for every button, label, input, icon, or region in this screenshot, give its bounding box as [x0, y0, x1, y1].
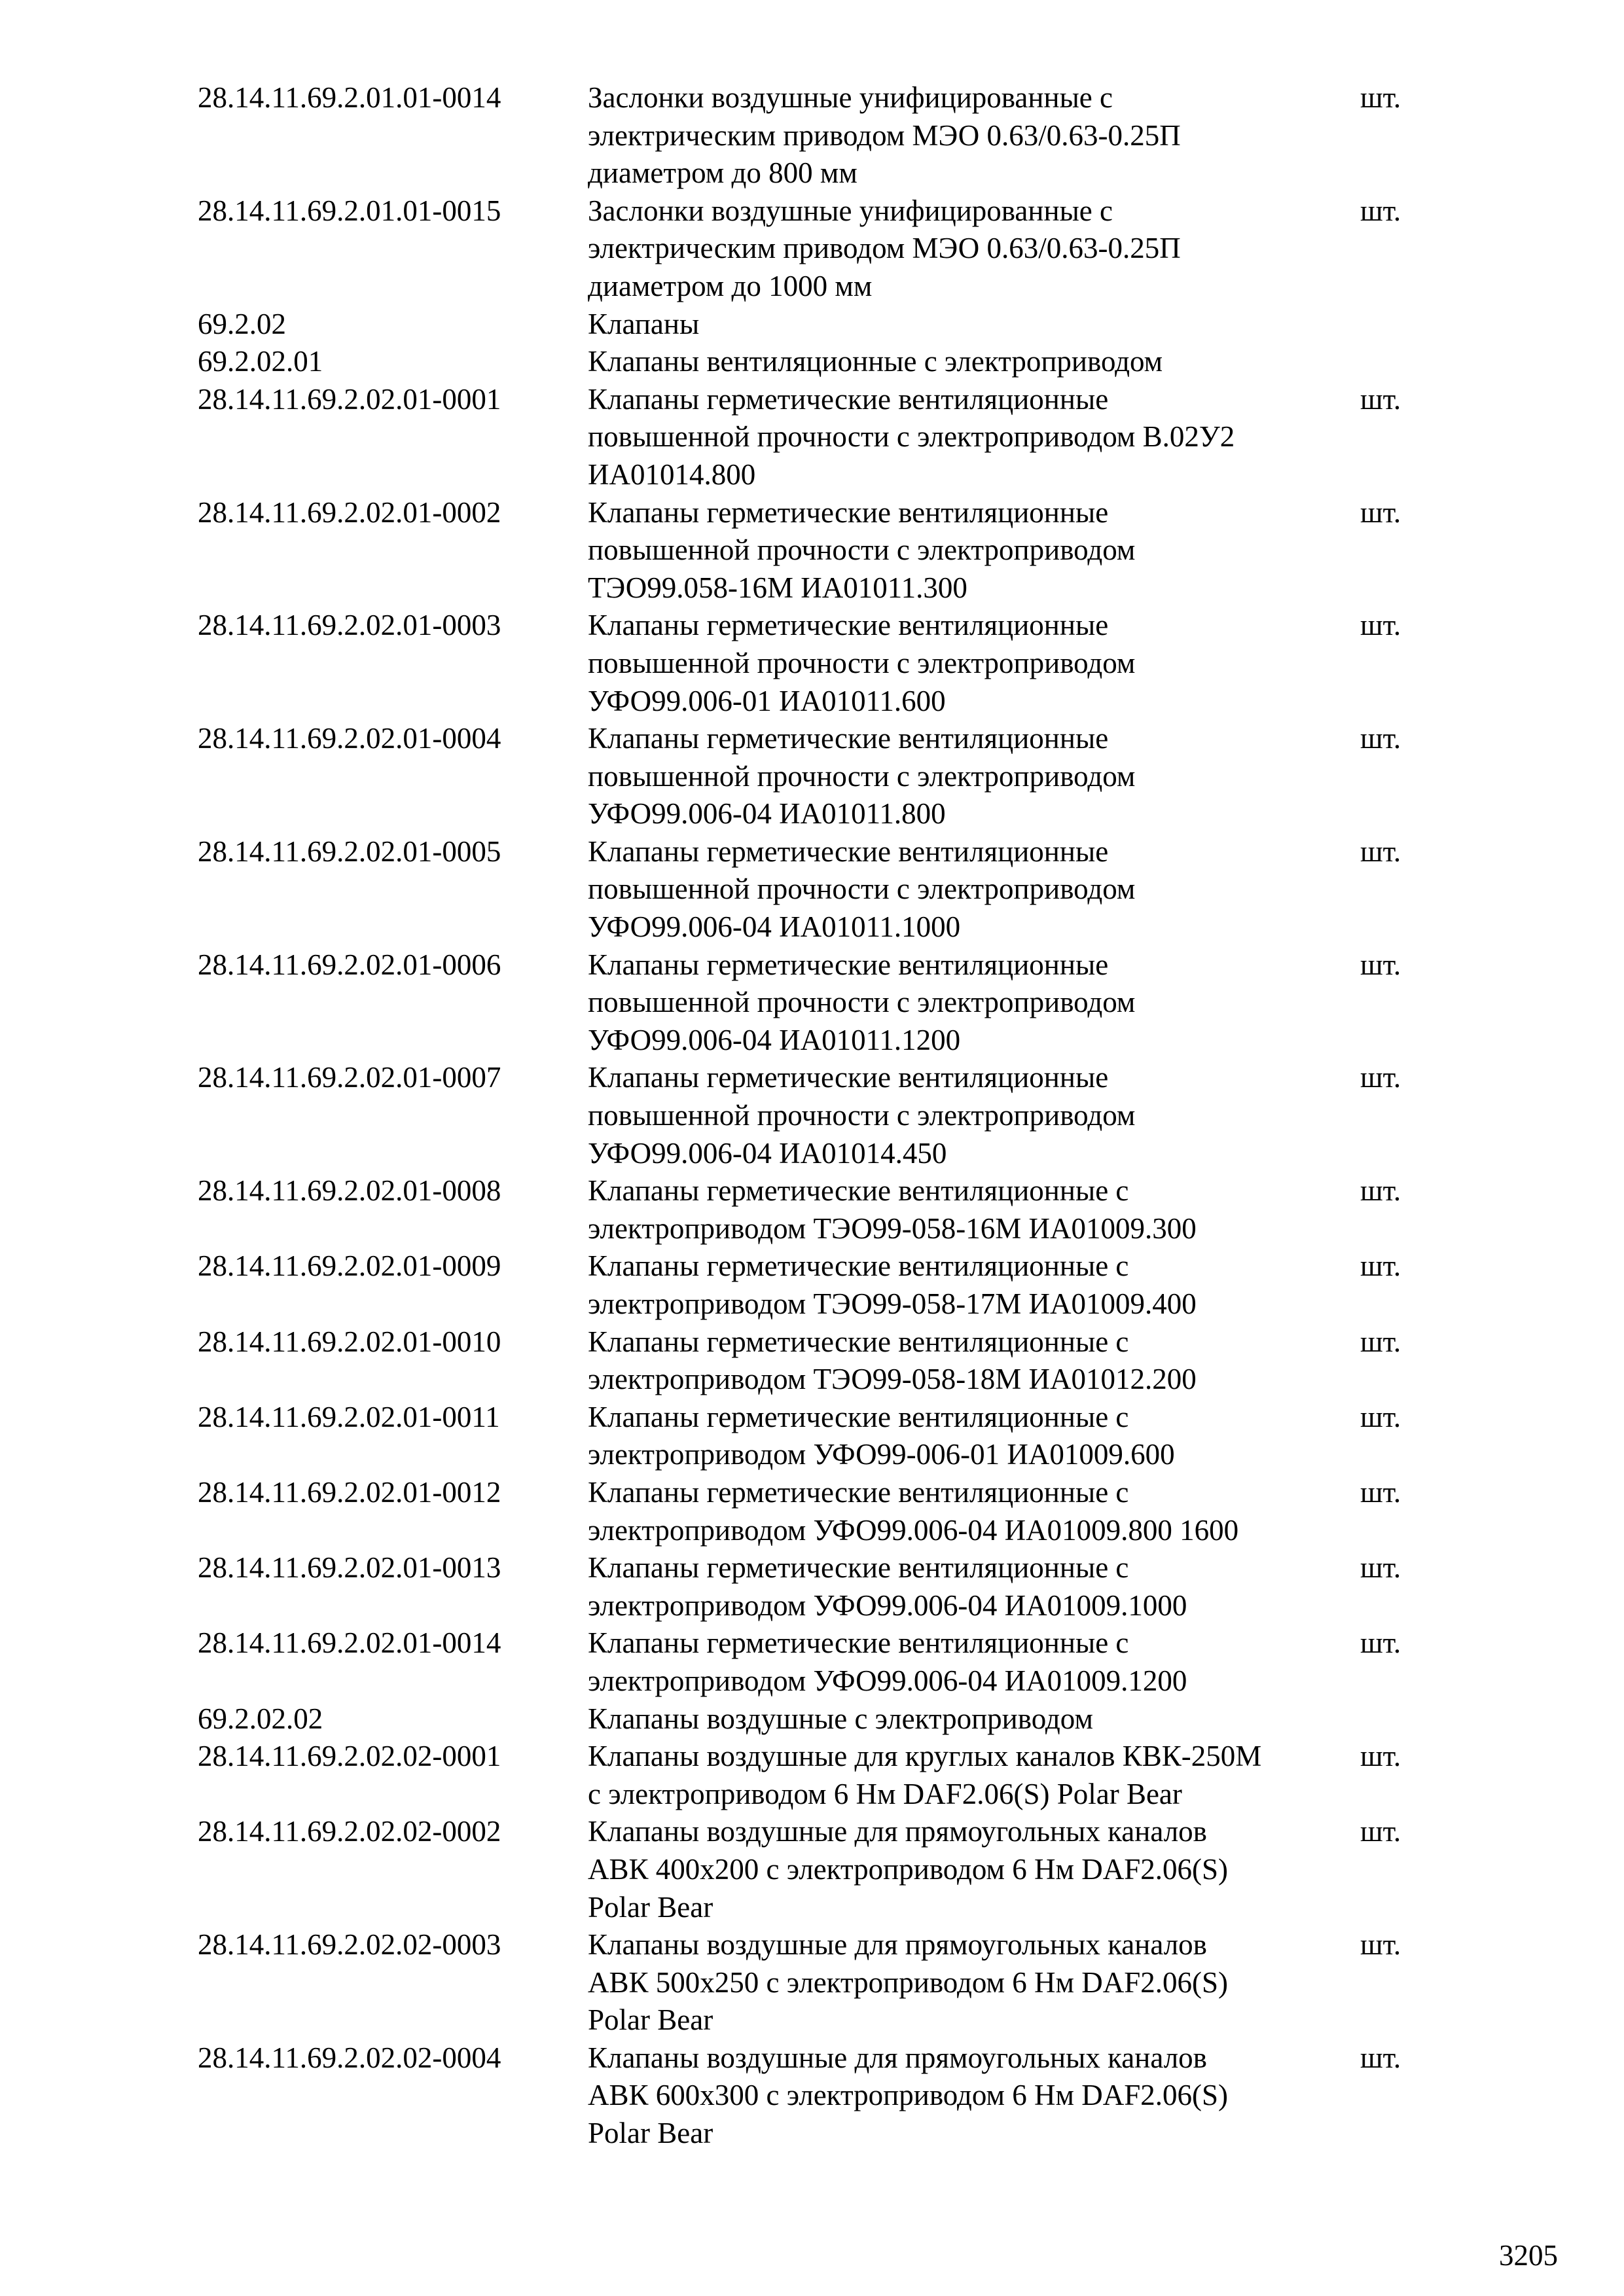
item-code: 28.14.11.69.2.02.01-0004: [198, 722, 501, 755]
item-code: 28.14.11.69.2.02.01-0007: [198, 1061, 501, 1094]
item-code: 28.14.11.69.2.01.01-0014: [198, 81, 501, 114]
table-row: [198, 720, 1441, 833]
item-unit: шт.: [1360, 1400, 1401, 1433]
description-line: электрическим приводом МЭО 0.63/0.63-0.25П: [588, 232, 1181, 265]
item-code: 28.14.11.69.2.02.01-0011: [198, 1400, 500, 1433]
item-unit: шт.: [1360, 948, 1401, 981]
description-line: электроприводом УФО99-006-01 ИА01009.600: [588, 1438, 1175, 1471]
description-line: Клапаны герметические вентиляционные с: [588, 1551, 1129, 1585]
description-line: Polar Bear: [588, 1890, 713, 1924]
description-line: Клапаны герметические вентиляционные: [588, 609, 1109, 642]
item-description: [588, 494, 1360, 607]
item-code: 28.14.11.69.2.02.02-0001: [198, 1740, 501, 1773]
description-line: электроприводом УФО99.006-04 ИА01009.1000: [588, 1588, 1187, 1622]
item-description: [588, 1323, 1360, 1399]
table-row: [198, 79, 1441, 192]
table-row: [198, 1172, 1441, 1247]
description-line: Клапаны воздушные для прямоугольных каналов: [588, 1928, 1207, 1962]
item-description: [588, 306, 1360, 344]
item-unit: шт.: [1360, 1061, 1401, 1094]
description-line: ИА01014.800: [588, 457, 756, 491]
item-code: 28.14.11.69.2.02.01-0010: [198, 1325, 501, 1358]
description-line: Клапаны воздушные для прямоугольных каналов: [588, 2041, 1207, 2074]
description-line: Клапаны герметические вентиляционные с: [588, 1626, 1129, 1660]
description-line: повышенной прочности с электроприводом: [588, 646, 1136, 679]
table-row: [198, 1399, 1441, 1474]
description-line: УФО99.006-01 ИА01011.600: [588, 684, 946, 717]
item-description: [588, 1172, 1360, 1247]
description-line: повышенной прочности с электроприводом: [588, 759, 1136, 793]
item-code: 28.14.11.69.2.02.01-0013: [198, 1551, 501, 1585]
description-line: Заслонки воздушные унифицированные с: [588, 194, 1113, 227]
item-unit: шт.: [1360, 194, 1401, 227]
item-description: [588, 1738, 1360, 1813]
table-row: [198, 1323, 1441, 1399]
description-line: повышенной прочности с электроприводом: [588, 986, 1136, 1019]
item-description: [588, 720, 1360, 833]
item-code: 28.14.11.69.2.02.01-0006: [198, 948, 501, 981]
table-row: [198, 1700, 1441, 1738]
catalog-table: [198, 79, 1441, 2153]
description-line: электроприводом ТЭО99-058-17М ИА01009.400: [588, 1287, 1197, 1320]
item-unit: шт.: [1360, 81, 1401, 114]
table-row: [198, 1247, 1441, 1323]
description-line: Клапаны: [588, 307, 700, 340]
item-description: [588, 192, 1360, 306]
item-code: 28.14.11.69.2.01.01-0015: [198, 194, 501, 227]
item-description: [588, 343, 1360, 381]
description-line: Клапаны герметические вентиляционные: [588, 834, 1109, 868]
item-unit: шт.: [1360, 1928, 1401, 1962]
page-number: 3205: [1499, 2239, 1558, 2272]
description-line: с электроприводом 6 Нм DAF2.06(S) Polar Bear: [588, 1777, 1182, 1810]
table-row: [198, 2039, 1441, 2153]
description-line: электроприводом ТЭО99-058-16М ИА01009.300: [588, 1211, 1197, 1245]
description-line: Клапаны герметические вентиляционные с: [588, 1249, 1129, 1283]
description-line: Клапаны герметические вентиляционные с: [588, 1475, 1129, 1509]
description-line: АВК 600х300 с электроприводом 6 Нм DAF2.06(S): [588, 2079, 1228, 2112]
table-row: [198, 1813, 1441, 1926]
description-line: Клапаны воздушные с электроприводом: [588, 1702, 1093, 1735]
item-code: 28.14.11.69.2.02.02-0002: [198, 1815, 501, 1848]
description-line: Клапаны герметические вентиляционные с: [588, 1174, 1129, 1208]
description-line: повышенной прочности с электроприводом: [588, 533, 1136, 567]
description-line: Клапаны герметические вентиляционные с: [588, 1325, 1129, 1358]
item-description: [588, 1399, 1360, 1474]
item-unit: шт.: [1360, 2041, 1401, 2074]
description-line: повышенной прочности с электроприводом В.02У2: [588, 420, 1235, 454]
item-unit: шт.: [1360, 834, 1401, 868]
table-row: [198, 1926, 1441, 2039]
item-code: 28.14.11.69.2.02.01-0014: [198, 1626, 501, 1660]
description-line: электроприводом УФО99.006-04 ИА01009.1200: [588, 1664, 1187, 1697]
item-code: 28.14.11.69.2.02.01-0008: [198, 1174, 501, 1208]
table-row: [198, 192, 1441, 306]
item-unit: шт.: [1360, 382, 1401, 416]
item-code: 28.14.11.69.2.02.01-0002: [198, 495, 501, 529]
table-row: [198, 1624, 1441, 1700]
item-description: [588, 79, 1360, 192]
description-line: Polar Bear: [588, 2003, 713, 2037]
description-line: Polar Bear: [588, 2117, 713, 2150]
description-line: Клапаны герметические вентиляционные: [588, 495, 1109, 529]
item-code: 28.14.11.69.2.02.01-0012: [198, 1475, 501, 1509]
table-row: [198, 1059, 1441, 1172]
item-code: 28.14.11.69.2.02.01-0009: [198, 1249, 501, 1283]
description-line: АВК 400х200 с электроприводом 6 Нм DAF2.06(S): [588, 1852, 1228, 1886]
item-unit: шт.: [1360, 609, 1401, 642]
item-description: [588, 946, 1360, 1060]
table-row: [198, 607, 1441, 720]
table-row: [198, 306, 1441, 344]
item-unit: шт.: [1360, 1551, 1401, 1585]
description-line: Клапаны герметические вентиляционные: [588, 948, 1109, 981]
description-line: диаметром до 1000 мм: [588, 269, 873, 302]
description-line: ТЭО99.058-16М ИА01011.300: [588, 571, 967, 604]
item-description: [588, 1549, 1360, 1624]
table-row: [198, 1474, 1441, 1549]
item-description: [588, 607, 1360, 720]
item-description: [588, 1624, 1360, 1700]
description-line: АВК 500х250 с электроприводом 6 Нм DAF2.06(S): [588, 1965, 1228, 1999]
item-unit: шт.: [1360, 495, 1401, 529]
description-line: повышенной прочности с электроприводом: [588, 1099, 1136, 1132]
item-unit: шт.: [1360, 1475, 1401, 1509]
item-code: 28.14.11.69.2.02.02-0003: [198, 1928, 501, 1962]
item-unit: шт.: [1360, 1325, 1401, 1358]
item-unit: шт.: [1360, 1174, 1401, 1208]
item-unit: шт.: [1360, 1626, 1401, 1660]
description-line: УФО99.006-04 ИА01014.450: [588, 1136, 947, 1170]
item-code: 28.14.11.69.2.02.01-0003: [198, 609, 501, 642]
description-line: Клапаны воздушные для прямоугольных каналов: [588, 1815, 1207, 1848]
table-row: [198, 494, 1441, 607]
description-line: повышенной прочности с электроприводом: [588, 872, 1136, 906]
item-code: 28.14.11.69.2.02.02-0004: [198, 2041, 501, 2074]
item-description: [588, 1059, 1360, 1172]
description-line: Клапаны герметические вентиляционные: [588, 1061, 1109, 1094]
item-description: [588, 1474, 1360, 1549]
item-code: 69.2.02.01: [198, 345, 323, 378]
item-unit: шт.: [1360, 1249, 1401, 1283]
item-description: [588, 833, 1360, 946]
description-line: Клапаны воздушные для круглых каналов КВК-250М: [588, 1740, 1262, 1773]
table-row: [198, 1738, 1441, 1813]
item-description: [588, 1813, 1360, 1926]
description-line: электроприводом ТЭО99-058-18М ИА01012.200: [588, 1363, 1197, 1396]
item-description: [588, 381, 1360, 494]
item-description: [588, 1926, 1360, 2039]
item-unit: шт.: [1360, 722, 1401, 755]
description-line: диаметром до 800 мм: [588, 156, 857, 190]
description-line: Заслонки воздушные унифицированные с: [588, 81, 1113, 114]
description-line: Клапаны герметические вентиляционные: [588, 722, 1109, 755]
item-code: 28.14.11.69.2.02.01-0005: [198, 834, 501, 868]
description-line: УФО99.006-04 ИА01011.1200: [588, 1023, 961, 1056]
table-row: [198, 833, 1441, 946]
table-row: [198, 381, 1441, 494]
description-line: электрическим приводом МЭО 0.63/0.63-0.25П: [588, 118, 1181, 152]
item-code: 69.2.02.02: [198, 1702, 323, 1735]
item-description: [588, 1247, 1360, 1323]
description-line: Клапаны герметические вентиляционные с: [588, 1400, 1129, 1433]
description-line: электроприводом УФО99.006-04 ИА01009.800 1600: [588, 1513, 1239, 1547]
description-line: Клапаны герметические вентиляционные: [588, 382, 1109, 416]
item-unit: шт.: [1360, 1740, 1401, 1773]
description-line: УФО99.006-04 ИА01011.1000: [588, 910, 961, 944]
table-row: [198, 343, 1441, 381]
table-row: [198, 946, 1441, 1060]
item-unit: шт.: [1360, 1815, 1401, 1848]
item-code: 69.2.02: [198, 307, 286, 340]
item-description: [588, 2039, 1360, 2153]
item-code: 28.14.11.69.2.02.01-0001: [198, 382, 501, 416]
item-description: [588, 1700, 1360, 1738]
description-line: Клапаны вентиляционные с электроприводом: [588, 345, 1163, 378]
description-line: УФО99.006-04 ИА01011.800: [588, 797, 946, 831]
table-row: [198, 1549, 1441, 1624]
